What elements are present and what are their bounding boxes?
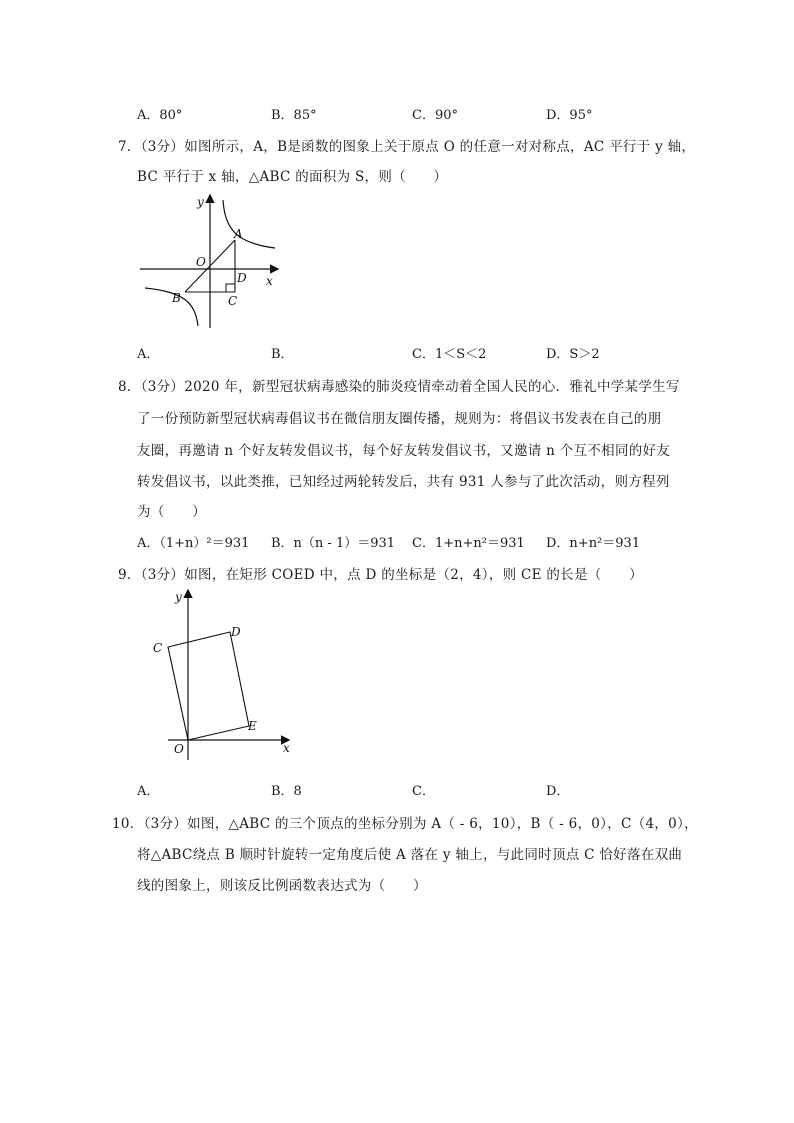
q7-hyperbola-right — [223, 200, 275, 248]
q7-label-x: x — [266, 274, 273, 288]
q9-option-b: B．8 — [271, 784, 302, 799]
q9-line-1: 9．（3分）如图，在矩形 COED 中，点 D 的坐标是（2，4），则 CE 的长是（ ） — [118, 567, 643, 583]
q7-label-b: B — [172, 291, 181, 305]
q8-line-2: 了一份预防新型冠状病毒倡议书在微信朋友圈传播，规则为：将倡议书发表在自己的朋 — [137, 411, 662, 427]
q10-line-3: 线的图象上，则该反比例函数表达式为（ ） — [137, 878, 427, 894]
q7-option-c: C．1＜S＜2 — [412, 347, 487, 362]
q7-option-d: D．S＞2 — [546, 347, 600, 362]
q8-line-4: 转发倡议书，以此类推，已知经过两轮转发后，共有 931 人参与了此次活动，则方程列 — [137, 474, 670, 490]
q7-figure — [135, 188, 285, 333]
q6-option-b: B．85° — [271, 108, 317, 123]
q7-right-angle-mark — [226, 284, 235, 292]
q7-line-2: BC 平行于 x 轴，△ABC 的面积为 S，则（ ） — [137, 169, 448, 185]
q9-label-x: x — [283, 741, 290, 755]
q7-label-c: C — [228, 294, 238, 308]
q10-line-1: 10．（3分）如图，△ABC 的三个顶点的坐标分别为 A（ - 6，10），B（ - 6，0），C（4，0）， — [112, 816, 698, 832]
q8-option-a: A．（1+n）²＝931 — [137, 536, 250, 551]
q9-label-e: E — [248, 719, 257, 733]
q7-label-o: O — [196, 255, 206, 269]
q9-label-c: C — [153, 641, 163, 655]
q8-option-c: C．1+n+n²＝931 — [412, 536, 525, 551]
q8-line-3: 友圈，再邀请 n 个好友转发倡议书，每个好友转发倡议书，又邀请 n 个互不相同的好友 — [137, 443, 671, 459]
q8-line-5: 为（ ） — [137, 504, 206, 520]
q9-rectangle-coed — [168, 632, 249, 740]
q9-label-y: y — [175, 590, 182, 604]
q6-option-a: A．80° — [137, 108, 183, 123]
q7-label-y: y — [197, 195, 204, 209]
q7-label-d: D — [237, 271, 247, 285]
q8-option-b: B．n（n - 1）＝931 — [271, 536, 396, 551]
q9-label-d: D — [231, 625, 241, 639]
q6-option-c: C．90° — [412, 108, 458, 123]
q9-option-c: C． — [412, 784, 435, 799]
q7-label-a: A — [234, 227, 243, 241]
q8-option-d: D．n+n²＝931 — [546, 536, 641, 551]
q7-option-a: A． — [137, 347, 160, 362]
q9-option-a: A． — [137, 784, 160, 799]
q9-label-o: O — [174, 742, 184, 756]
q8-line-1: 8．（3分）2020 年，新型冠状病毒感染的肺炎疫情牵动着全国人民的心．雅礼中学某学生写 — [118, 379, 680, 395]
q10-line-2: 将△ABC绕点 B 顺时针旋转一定角度后使 A 落在 y 轴上，与此同时顶点 C 恰好落在双曲 — [137, 847, 683, 863]
q9-figure — [140, 585, 300, 765]
q9-option-d: D． — [546, 784, 570, 799]
q6-option-d: D．95° — [546, 108, 593, 123]
q7-option-b: B． — [271, 347, 294, 362]
q7-line-1: 7．（3分）如图所示，A，B是函数的图象上关于原点 O 的任意一对对称点，AC 平行于 y 轴， — [118, 139, 696, 155]
